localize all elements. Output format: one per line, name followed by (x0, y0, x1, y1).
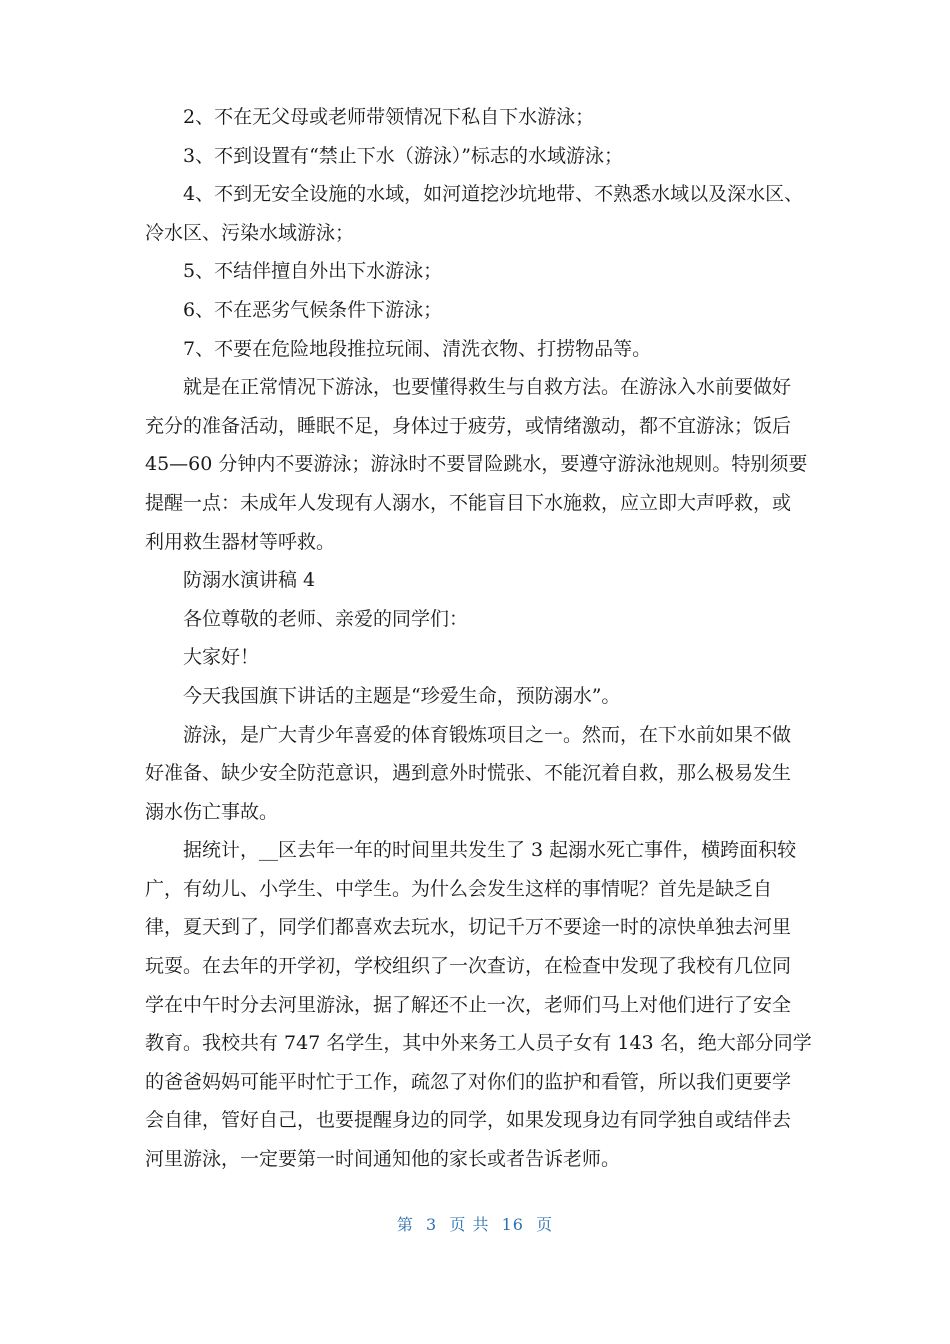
text-line: 防溺水演讲稿 4 (183, 569, 316, 592)
paragraph (145, 137, 805, 176)
text-line: 好准备、缺少安全防范意识，遇到意外时慌张、不能沉着自救，那么极易发生 (145, 762, 792, 785)
text-line: 据统计，__区去年一年的时间里共发生了 3 起溺水死亡事件，横跨面积较 (183, 839, 797, 862)
page-suffix: 页 (536, 1215, 554, 1234)
text-line: 广，有幼儿、小学生、中学生。为什么会发生这样的事情呢？首先是缺乏自 (145, 877, 773, 900)
text-line: 7、不要在危险地段推拉玩闹、清洗衣物、打捞物品等。 (183, 337, 652, 360)
text-line: 冷水区、污染水域游泳； (145, 221, 355, 244)
paragraph (145, 561, 805, 600)
paragraph (145, 252, 805, 291)
text-line: 会自律，管好自己，也要提醒身边的同学，如果发现身边有同学独自或结伴去 (145, 1109, 792, 1132)
document-body (145, 98, 812, 1179)
text-line: 2、不在无父母或老师带领情况下私自下水游泳； (183, 106, 595, 128)
paragraph (145, 175, 805, 252)
paragraph (145, 831, 812, 1178)
text-line: 4、不到无安全设施的水域，如河道挖沙坑地带、不熟悉水域以及深水区、 (183, 183, 804, 206)
text-line: 利用救生器材等呼救。 (145, 530, 336, 553)
text-line: 提醒一点：未成年人发现有人溺水，不能盲目下水施救，应立即大声呼救，或 (145, 491, 792, 514)
text-line: 充分的准备活动，睡眠不足，身体过于疲劳，或情绪激动，都不宜游泳；饭后 (145, 414, 792, 437)
text-line: 溺水伤亡事故。 (145, 800, 279, 823)
paragraph (145, 677, 805, 716)
page-mid: 页 共 (449, 1215, 490, 1234)
text-line: 6、不在恶劣气候条件下游泳； (183, 298, 443, 321)
text-line: 河里游泳，一定要第一时间通知他的家长或者告诉老师。 (145, 1148, 621, 1171)
text-line: 45—60 分钟内不要游泳；游泳时不要冒险跳水，要遵守游泳池规则。特别须要 (145, 453, 808, 476)
paragraph (145, 368, 808, 561)
page-prefix: 第 (396, 1215, 414, 1234)
text-line: 教育。我校共有 747 名学生，其中外来务工人员子女有 143 名，绝大部分同学 (145, 1032, 812, 1055)
paragraph (145, 600, 805, 639)
paragraph (145, 330, 805, 369)
paragraph (145, 98, 805, 137)
paragraph (145, 291, 805, 330)
text-line: 玩耍。在去年的开学初，学校组织了一次查访，在检查中发现了我校有几位同 (145, 955, 792, 978)
text-line: 大家好！ (183, 646, 260, 669)
text-line: 今天我国旗下讲话的主题是“珍爱生命，预防溺水”。 (183, 684, 621, 707)
paragraph (145, 716, 805, 832)
text-line: 学在中午时分去河里游泳，据了解还不止一次，老师们马上对他们进行了安全 (145, 993, 792, 1016)
text-line: 的爸爸妈妈可能平时忙于工作，疏忽了对你们的监护和看管，所以我们更要学 (145, 1070, 792, 1093)
page-footer (0, 1212, 950, 1235)
text-line: 游泳，是广大青少年喜爱的体育锻炼项目之一。然而，在下水前如果不做 (183, 723, 792, 746)
text-line: 3、不到设置有“禁止下水（游泳）”标志的水域游泳； (183, 144, 624, 167)
text-line: 就是在正常情况下游泳，也要懂得救生与自救方法。在游泳入水前要做好 (183, 376, 792, 399)
total-pages-number: 16 (501, 1215, 524, 1234)
paragraph (145, 638, 805, 677)
text-line: 各位尊敬的老师、亲爱的同学们： (183, 607, 469, 630)
text-line: 律，夏天到了，同学们都喜欢去玩水，切记千万不要途一时的凉快单独去河里 (145, 916, 792, 939)
current-page-number: 3 (426, 1215, 438, 1234)
text-line: 5、不结伴擅自外出下水游泳； (183, 260, 443, 283)
